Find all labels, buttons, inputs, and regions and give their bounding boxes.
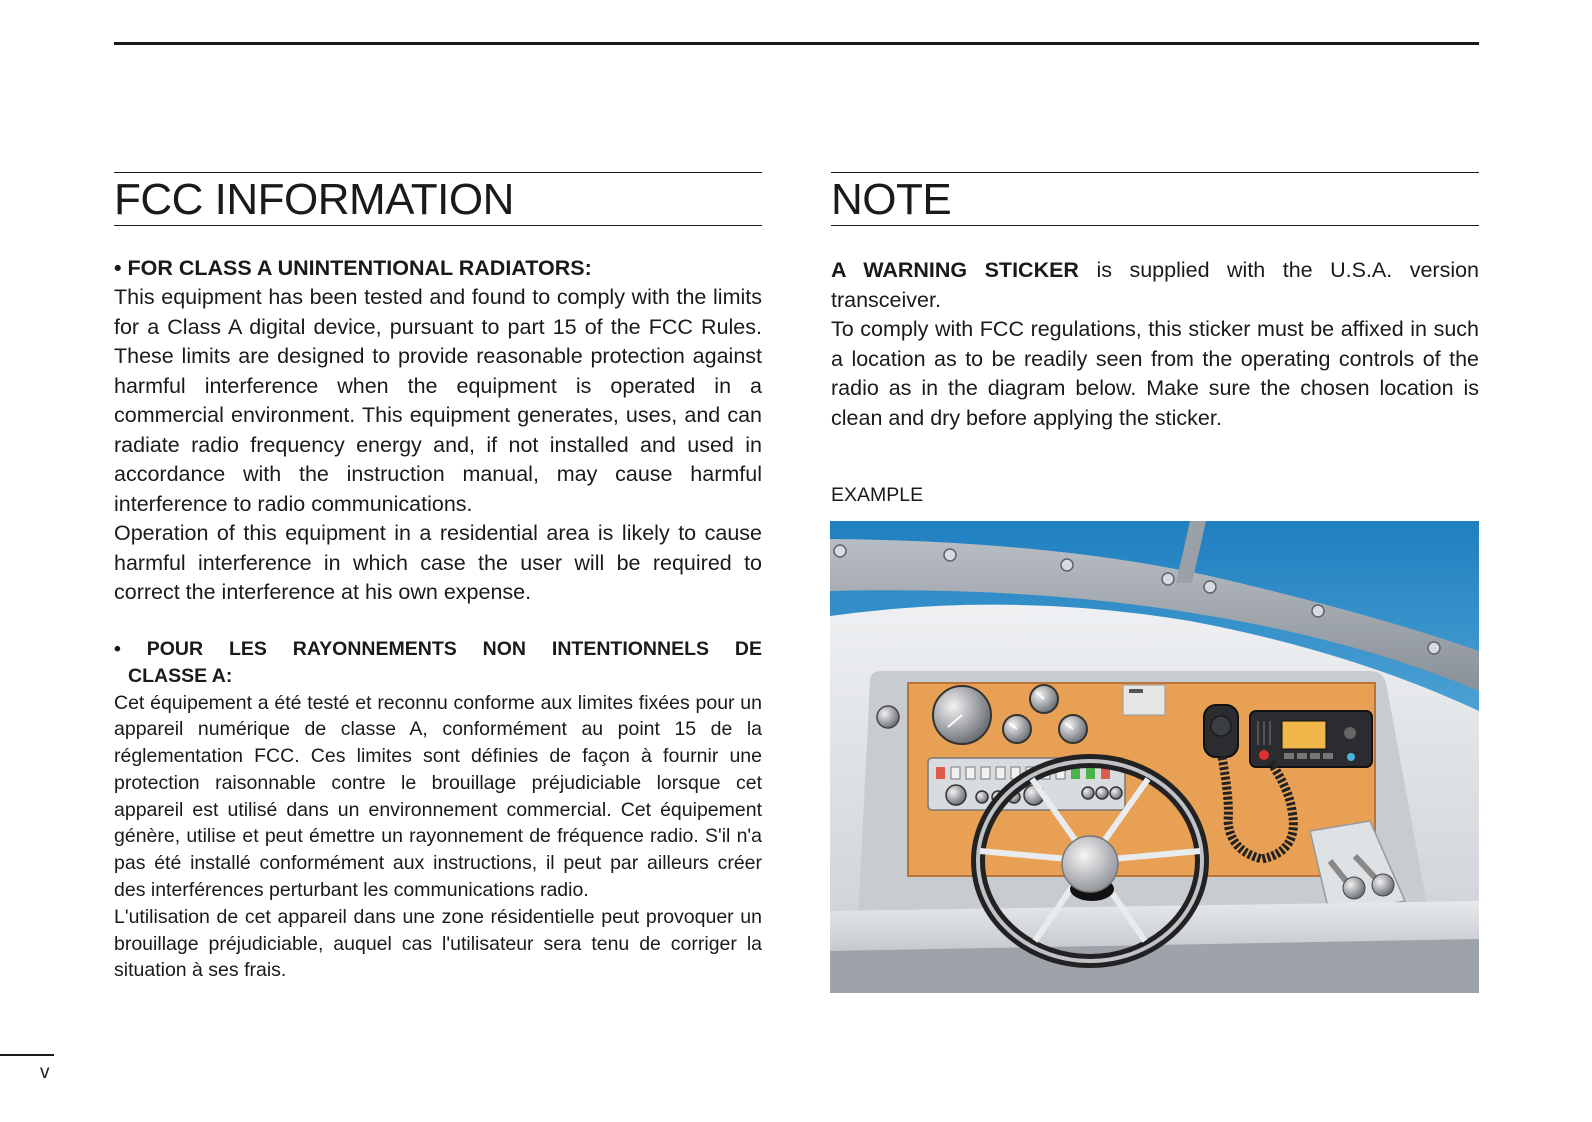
fcc-information-title: FCC INFORMATION [114, 172, 762, 226]
throttle-knob-2 [1372, 874, 1394, 896]
french-paragraph-1: Cet équipement a été testé et reconnu conforme aux limites fixées pour un appareil numérique de classe A, conformément au point 15 de la réglementation FCC. Ces limites sont définies de façon à fournir une protection raisonnable contre le brouillage préjudiciable lorsque cet appareil est utilisé dans un environnement commercial. Cet équipement génère, utilise et peut émettre un rayonnement de fréquence radio. S'il n'a pas été installé conformément aux instructions, il peut par ailleurs créer des interférences perturbant les communications radio. [114, 691, 762, 902]
comply-paragraph: To comply with FCC regulations, this sticker must be affixed in such a location as to be readily seen from the operating controls of the radio as in the diagram below. Make sure the chosen location is clean and dry before applying the sticker. [831, 317, 1479, 430]
left-knob [877, 706, 899, 728]
class-a-heading: • FOR CLASS A UNINTENTIONAL RADIATORS: [114, 256, 592, 280]
class-a-paragraph-2: Operation of this equipment in a residential area is likely to cause harmful interference in which case the user will be required to correct the interference at his own expense. [114, 521, 762, 604]
french-heading [114, 636, 762, 690]
radio-display [1282, 721, 1326, 749]
page-number: v [40, 1062, 50, 1083]
throttle-knob-1 [1343, 877, 1365, 899]
warning-sticker-rest: is supplied with the U.S.A. version transceiver. [831, 258, 1480, 312]
french-heading-line-2: CLASSE A: [128, 664, 233, 687]
warning-sticker-mark [1129, 689, 1143, 693]
radio-connector [1259, 750, 1269, 760]
fcc-information-column [114, 172, 762, 984]
radio-indicator [1347, 753, 1355, 761]
warning-sticker-paragraph [831, 256, 1479, 315]
warning-sticker-bold: A WARNING STICKER [831, 258, 1079, 282]
boat-helm-svg [830, 521, 1479, 993]
page-number-rule [0, 1054, 54, 1056]
note-title: NOTE [831, 172, 1479, 226]
top-rule [114, 42, 1479, 45]
class-a-paragraph-1: This equipment has been tested and found to comply with the limits for a Class A digital device, pursuant to part 15 of the FCC Rules. These limits are designed to provide reasonable protection against harmful interference when the equipment is operated in a commercial environment. This equipment generates, uses, and can radiate radio frequency energy and, if not installed and used in accordance with the instruction manual, may cause harmful interference to radio communications. [114, 285, 762, 516]
radio-knob [1344, 727, 1356, 739]
boat-helm-illustration [830, 521, 1479, 993]
note-column [831, 172, 1479, 507]
microphone-grille [1211, 716, 1231, 736]
example-label: EXAMPLE [831, 484, 924, 506]
french-heading-line-1: • POUR LES RAYONNEMENTS NON INTENTIONNELS DE [114, 637, 762, 660]
french-paragraph-2: L'utilisation de cet appareil dans une zone résidentielle peut provoquer un brouillage préjudiciable, auquel cas l'utilisateur sera tenu de corriger la situation à ses frais. [114, 905, 762, 982]
